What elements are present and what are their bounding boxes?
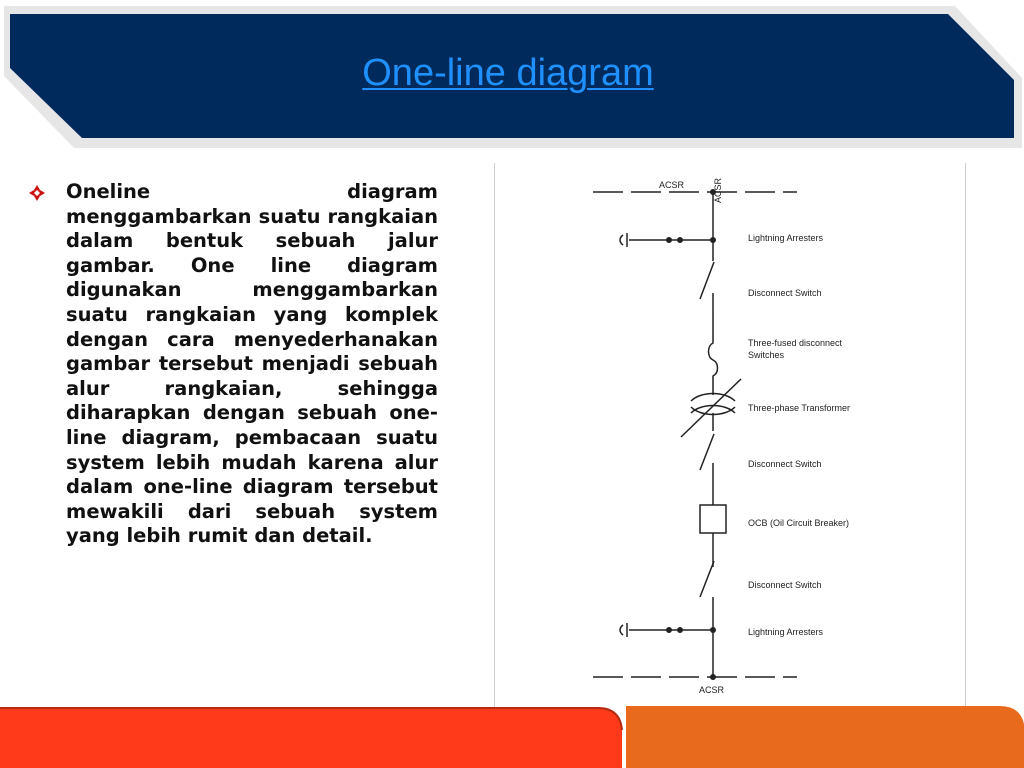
description-paragraph: Oneline diagram menggambarkan suatu rangkaian dalam bentuk sebuah jalur gambar. One line diagram digunakan menggambarkan suatu rangkaian yang komplek dengan cara menyederhanakan gambar tersebut menjadi sebuah alur rangkaian, sehingga diharapkan dengan sebuah one-line diagram, pembacaan suatu system lebih mudah karena alur dalam one-line diagram tersebut mewakili dari sebuah system yang lebih rumit dan detail.	[66, 180, 438, 548]
page-title: One-line diagram	[362, 52, 654, 94]
label-transformer: Three-phase Transformer	[748, 403, 851, 413]
label-disconnect-switch-1: Disconnect Switch	[748, 288, 822, 298]
label-lightning-arresters-top: Lightning Arresters	[748, 233, 824, 243]
transformer-symbol	[691, 394, 735, 415]
label-fused-disconnect-line2: Switches	[748, 350, 785, 360]
fuse-symbol	[709, 313, 718, 391]
bottom-bus-label: ACSR	[699, 685, 725, 695]
diamond-bullet-icon	[28, 184, 46, 202]
disconnect-switch-blade	[700, 262, 714, 299]
label-fused-disconnect: Three-fused disconnect	[748, 338, 843, 348]
disconnect-switch-blade	[700, 561, 714, 597]
label-disconnect-switch-2: Disconnect Switch	[748, 459, 822, 469]
conductor-label: ACSR	[713, 177, 723, 203]
label-disconnect-switch-3: Disconnect Switch	[748, 580, 822, 590]
one-line-diagram-image	[494, 163, 966, 708]
ocb-breaker-box	[700, 505, 726, 533]
body-text	[28, 180, 438, 549]
bus-junction-dot	[710, 674, 716, 680]
label-lightning-arresters-bottom: Lightning Arresters	[748, 627, 824, 637]
label-ocb: OCB (Oil Circuit Breaker)	[748, 518, 850, 528]
footer-bar	[0, 700, 1024, 768]
top-bus-label: ACSR	[659, 180, 685, 190]
transformer-arrow	[681, 379, 741, 437]
disconnect-switch-blade	[700, 434, 714, 470]
